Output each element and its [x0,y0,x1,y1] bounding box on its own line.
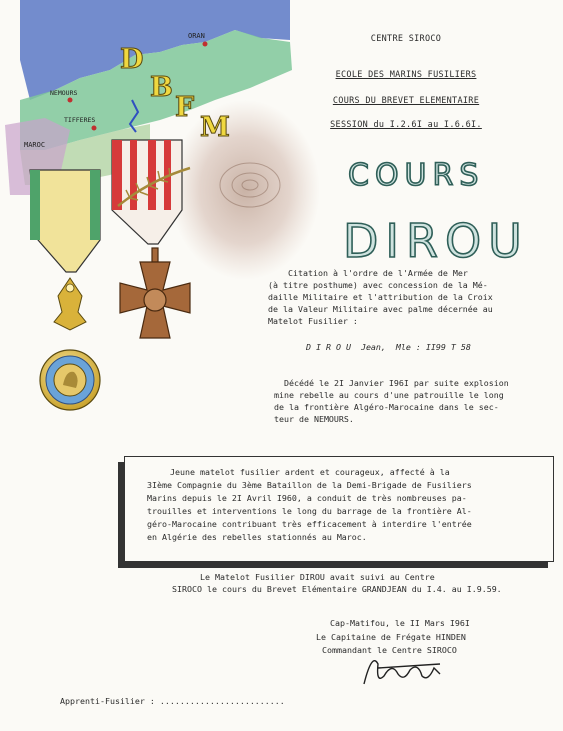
military-medal-ribbon [30,170,100,272]
death-line: mine rebelle au cours d'une patrouille le long [264,390,504,400]
citation-line: Matelot Fusilier : [268,316,358,326]
title-cours: COURS [348,158,485,193]
death-line: Décédé le 2I Janvier I96I par suite explosion [284,378,509,388]
box-line: Jeune matelot fusilier ardent et courageux, affecté à la [155,467,450,477]
signature-rank: Le Capitaine de Frégate HINDEN [316,632,466,642]
map-label-oran: ORAN [188,32,205,40]
map-label-nemours: NEMOURS [50,89,78,97]
name-line: D I R O U Jean, Mle : II99 T 58 [306,342,471,352]
citation-line: de la Valeur Militaire avec palme décernée au [268,304,493,314]
apprenti-field: Apprenti-Fusilier : ......................... [60,696,285,706]
monogram-f: F [175,92,195,123]
town-oran [203,42,208,47]
map-label-tifferes: TIFFERES [64,116,96,124]
box-line: trouilles et interventions le long du barrage de la frontière Al- [147,506,472,516]
valor-cross [120,248,190,338]
box-line: géro-Marocaine contribuant très efficacement à interdire l'entrée [147,519,472,529]
course-line: Le Matelot Fusilier DIROU avait suivi au Centre [200,572,435,582]
signature-scribble [364,661,440,684]
commendation-box [124,456,554,562]
box-line: 3Ième Compagnie du 3ème Bataillon de la Demi-Brigade de Fusiliers [147,480,472,490]
death-line: de la frontière Algéro-Marocaine dans le sec- [264,402,499,412]
death-line: teur de NEMOURS. [264,414,354,424]
valor-cross-ribbon [112,140,182,244]
box-line: Marins depuis le 2I Avril I960, a conduit de très nombreuses pa- [147,493,467,503]
header-course: COURS DU BREVET ELEMENTAIRE [332,96,480,106]
course-line: SIROCO le cours du Brevet Elémentaire GRANDJEAN du I.4. au I.9.59. [172,584,502,594]
signature-place-date: Cap-Matifou, le II Mars I96I [330,618,470,628]
header-session: SESSION du I.2.6I au I.6.6I. [330,120,482,130]
box-line: en Algérie des rebelles stationnés au Maroc. [147,532,367,542]
header-centre: CENTRE SIROCO [370,34,442,44]
monogram-d: D [120,44,144,75]
citation-line: daille Militaire et l'attribution de la Croix [268,292,493,302]
signature-role: Commandant le Centre SIROCO [322,645,457,655]
town-tifferes [92,126,97,131]
citation-line: Citation à l'ordre de l'Armée de Mer [288,268,468,278]
map-label-maroc: MAROC [24,141,46,149]
town-nemours [68,98,73,103]
monogram-m: M [200,112,230,143]
monogram-b: B [150,72,173,103]
citation-line: (à titre posthume) avec concession de la Mé- [268,280,488,290]
header-school: ECOLE DES MARINS FUSILIERS [335,70,477,80]
title-dirou: DIROU [343,214,529,268]
